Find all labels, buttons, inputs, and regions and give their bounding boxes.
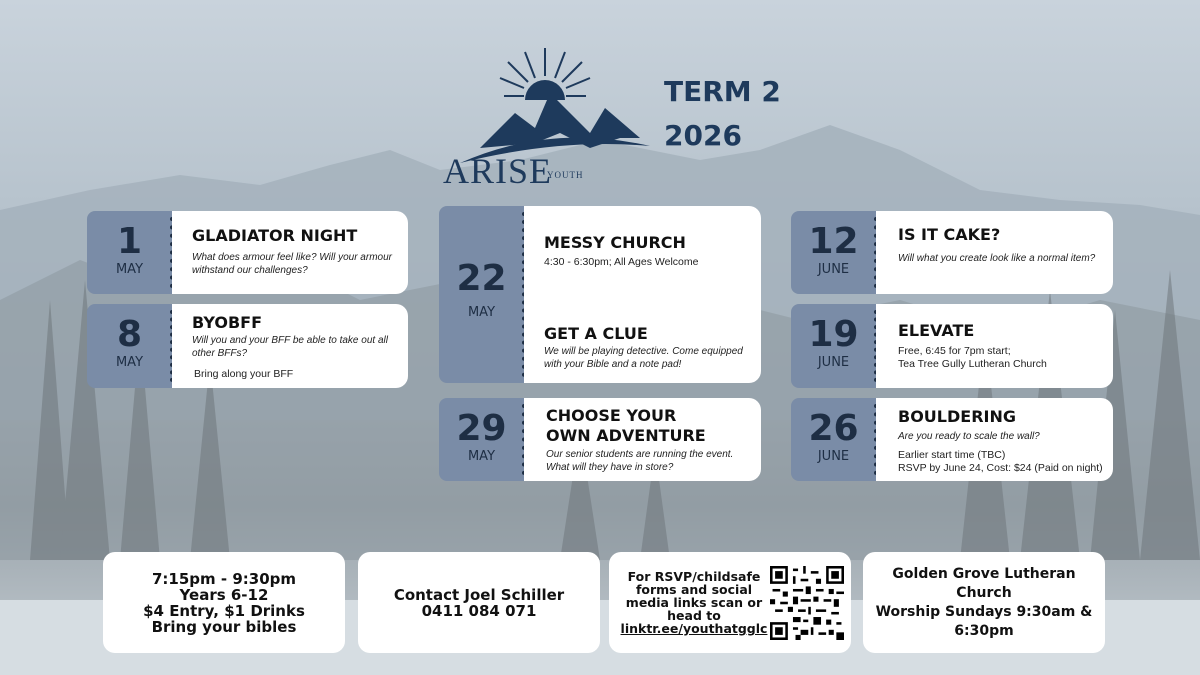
event-note: Bring along your BFF bbox=[194, 368, 294, 380]
event-day: 22 bbox=[456, 258, 507, 299]
event-card-choose-your-own-adventure bbox=[524, 398, 761, 481]
event-month: MAY bbox=[115, 355, 144, 370]
info-years: Years 6-12 bbox=[179, 585, 269, 604]
date-box-may-29 bbox=[439, 398, 524, 481]
logo-subtext: YOUTH bbox=[547, 170, 584, 180]
term-line: TERM 2 bbox=[664, 75, 781, 108]
event-note: Free, 6:45 for 7pm start; bbox=[898, 345, 1011, 357]
event-description: Our senior students are running the event. What will they have in store? bbox=[546, 449, 734, 473]
event-card-byobff bbox=[172, 304, 408, 388]
event-description: We will be playing detective. Come equipped with your Bible and a note pad! bbox=[544, 346, 743, 370]
date-box-may-8 bbox=[87, 304, 172, 388]
worship-times: 6:30pm bbox=[954, 622, 1014, 639]
date-box-june-12 bbox=[791, 211, 876, 294]
event-note: RSVP by June 24, Cost: $24 (Paid on night) bbox=[898, 462, 1103, 474]
rsvp-text: media links scan or bbox=[625, 595, 763, 610]
logo-text: ARISE bbox=[443, 151, 553, 191]
contact-name: Contact Joel Schiller bbox=[393, 585, 565, 604]
info-cost: $4 Entry, $1 Drinks bbox=[143, 601, 305, 620]
event-card-gladiator-night bbox=[172, 211, 408, 294]
date-box-may-22 bbox=[439, 206, 524, 383]
event-description: Will you and your BFF be able to take out all other BFFs? bbox=[192, 335, 388, 359]
event-day: 8 bbox=[116, 314, 143, 355]
info-box bbox=[103, 552, 345, 653]
event-title: BYOBFF bbox=[192, 313, 262, 332]
date-box-june-19 bbox=[791, 304, 876, 388]
date-box-june-26 bbox=[791, 398, 876, 481]
event-note: 4:30 - 6:30pm; All Ages Welcome bbox=[544, 256, 699, 268]
rsvp-link[interactable]: linktr.ee/youthatgglc bbox=[620, 621, 768, 636]
event-month: MAY bbox=[467, 305, 496, 320]
contact-box bbox=[358, 552, 600, 653]
rsvp-text: For RSVP/childsafe bbox=[627, 569, 761, 584]
event-card-elevate bbox=[876, 304, 1113, 388]
event-card-is-it-cake bbox=[876, 211, 1113, 294]
info-bibles: Bring your bibles bbox=[151, 617, 297, 636]
event-title: ELEVATE bbox=[898, 321, 975, 340]
church-name: Golden Grove Lutheran Church bbox=[892, 565, 1076, 601]
event-title: IS IT CAKE? bbox=[898, 225, 1001, 244]
qr-code-icon[interactable] bbox=[770, 566, 844, 640]
event-month: JUNE bbox=[817, 449, 850, 464]
event-month: MAY bbox=[467, 449, 496, 464]
rsvp-text: head to bbox=[667, 608, 721, 623]
event-description: Will what you create look like a normal item? bbox=[898, 253, 1096, 264]
year-line: 2026 bbox=[664, 119, 742, 152]
contact-phone: 0411 084 071 bbox=[421, 601, 537, 620]
event-month: JUNE bbox=[817, 262, 850, 277]
event-title: MESSY CHURCH bbox=[544, 233, 686, 252]
term-heading bbox=[664, 70, 781, 158]
event-description: What does armour feel like? Will your armour withstand our challenges? bbox=[192, 252, 392, 276]
date-box-may-1 bbox=[87, 211, 172, 294]
event-day: 26 bbox=[808, 408, 859, 449]
church-box bbox=[863, 552, 1105, 653]
info-time: 7:15pm - 9:30pm bbox=[151, 569, 296, 588]
worship-times: Worship Sundays 9:30am & bbox=[875, 603, 1093, 620]
event-day: 29 bbox=[456, 408, 507, 449]
event-note: Tea Tree Gully Lutheran Church bbox=[898, 358, 1047, 370]
event-title: GLADIATOR NIGHT bbox=[192, 226, 358, 245]
event-description: Are you ready to scale the wall? bbox=[898, 431, 1040, 442]
event-day: 1 bbox=[116, 221, 143, 262]
event-note: Earlier start time (TBC) bbox=[898, 449, 1006, 461]
event-title: BOULDERING bbox=[898, 407, 1016, 426]
event-title: CHOOSE YOUR OWN ADVENTURE bbox=[546, 406, 706, 445]
event-card-messy-church bbox=[524, 206, 761, 383]
event-day: 19 bbox=[808, 314, 859, 355]
event-title-secondary: GET A CLUE bbox=[544, 324, 648, 343]
event-month: JUNE bbox=[817, 355, 850, 370]
event-card-bouldering bbox=[876, 398, 1113, 481]
rsvp-text: forms and social bbox=[635, 582, 753, 597]
event-month: MAY bbox=[115, 262, 144, 277]
event-day: 12 bbox=[808, 221, 859, 262]
